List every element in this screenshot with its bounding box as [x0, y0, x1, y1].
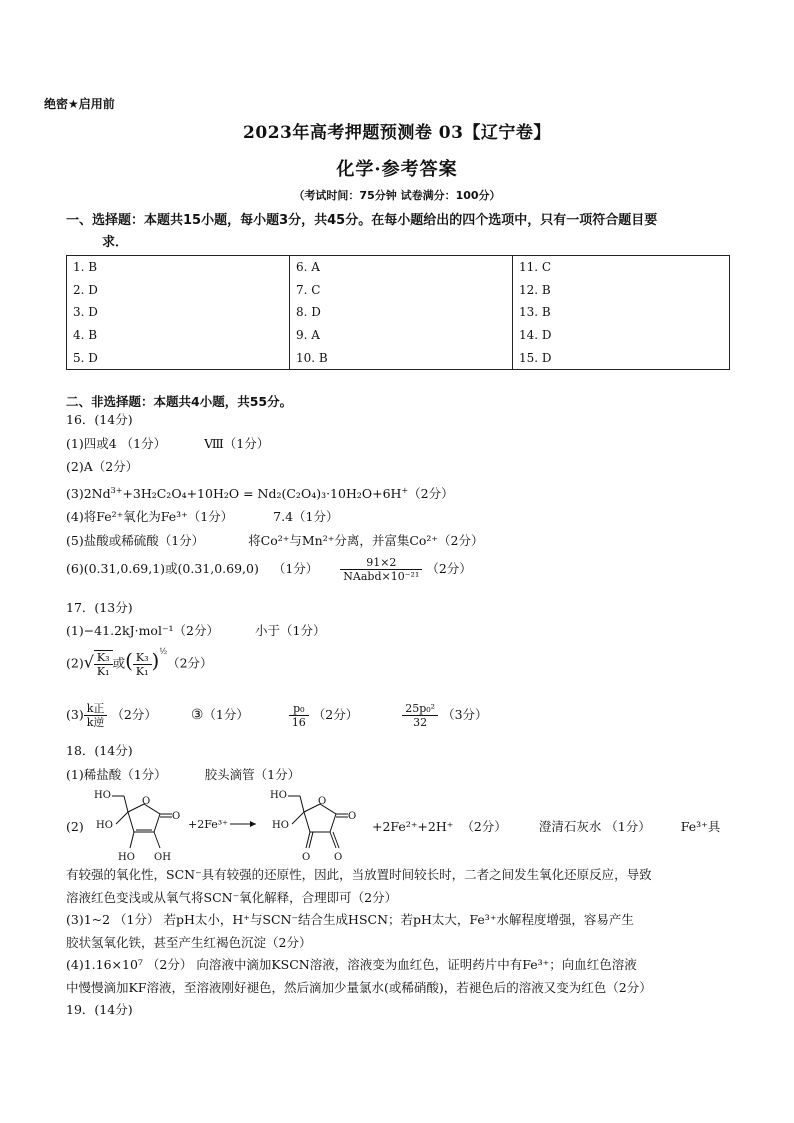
reactant-oh-right: OH: [154, 852, 171, 863]
q16-p3-prefix: (3)2Nd: [66, 486, 111, 502]
q17-p3-kp: [402, 702, 438, 729]
q17-p3-curve: ③: [190, 707, 204, 723]
page-subtitle: 化学·参考答案: [336, 159, 458, 180]
q16-p1-group: Ⅷ（1分）: [204, 436, 270, 451]
q18-part1: [66, 766, 300, 784]
q17-p3-f2-den: 16: [291, 716, 306, 729]
answer-cell: 4. B: [67, 324, 290, 347]
answer-cell: 7. C: [290, 279, 513, 302]
answer-cell: 9. A: [290, 324, 513, 347]
answer-cell: 12. B: [513, 279, 730, 302]
q17-p3-pressure: [289, 702, 309, 729]
q16-part4: [66, 508, 339, 526]
q17-part3: [66, 702, 488, 729]
q18-p2-product-ions: +2Fe²⁺+2H⁺: [372, 819, 454, 834]
q17-heading: 17．(13分): [66, 600, 133, 615]
q17-p2-or: 或: [112, 655, 126, 671]
q18-part2-explanation: [66, 864, 730, 1022]
q17-p3-ratio: [84, 702, 108, 729]
q16-p6-denominator: NAabd×10⁻²¹: [343, 570, 420, 583]
answer-cell: 15. D: [513, 346, 730, 369]
q17-p2-paren-fraction: [133, 651, 152, 678]
q17-p1-enthalpy: (1)−41.2kJ·mol⁻¹（2分）: [66, 623, 220, 638]
answer-cell: 1. B: [67, 256, 290, 279]
q17-p3-f2-num: p₀: [289, 702, 309, 716]
q18-p2-products: [372, 818, 720, 836]
q16-p5-answer: (5)盐酸或稀硫酸（1分）: [66, 533, 205, 548]
q16-p6-numerator: 91×2: [340, 556, 422, 570]
q18-p3-text2: 胶状氢氧化铁，甚至产生红褐色沉淀（2分）: [66, 934, 312, 950]
q18-p4-text1: (4)1.16×10⁷ （2分） 向溶液中滴加KSCN溶液，溶液变为血红色，证明药片中有Fe³⁺；向血红色溶液: [66, 957, 637, 972]
q17-p3-score3: （2分）: [312, 707, 359, 722]
q17-p2-exponent: ½: [159, 647, 168, 657]
q17-p2-prefix: (2): [66, 655, 84, 671]
q18-p2-score: （2分）: [461, 819, 507, 834]
q17-p3-num: k正: [84, 702, 108, 716]
answer-row: [67, 279, 730, 302]
q17-p2-sqrt-fraction: [94, 650, 113, 678]
product-ho-side: HO: [272, 820, 289, 831]
q17-part2: (2)√ $\frac{\text{K₃}}{\text{K₁}}$ 或( $\frac{\text{K₃}}{\text{K₁}}$ )$^{\frac{1}{2}}$（2分）: [66, 647, 213, 678]
reactant-ho-top: HO: [94, 790, 111, 801]
answer-row: [67, 256, 730, 279]
section1-heading-line1: 一、选择题：本题共15小题，每小题3分，共45分。在每小题给出的四个选项中，只有一项符合题目要: [66, 213, 658, 228]
q16-p4-ph: 7.4（1分）: [273, 509, 339, 524]
answer-cell: 6. A: [290, 256, 513, 279]
q16-p6-score1: （1分）: [272, 561, 319, 576]
q17-p2-num: K₃: [94, 651, 113, 665]
answer-cell: 14. D: [513, 324, 730, 347]
answer-cell: 10. B: [290, 346, 513, 369]
q18-p2-text2: 溶液红色变浅或从氧气将SCN⁻氧化解释，合理即可（2分）: [66, 889, 398, 905]
answer-row: [67, 346, 730, 369]
q17-p2-num2: K₃: [133, 651, 152, 665]
q16-p3-equation: +3H₂C₂O₄+10H₂O = Nd₂(C₂O₄)₃·10H₂O+6H: [122, 486, 402, 502]
q17-p3-score2: （1分）: [203, 707, 249, 722]
q18-p3-text1: (3)1~2 （1分） 若pH太小，H⁺与SCN⁻结合生成HSCN；若pH太大，Fe³⁺水解程度增强，容易产生: [66, 912, 634, 927]
q19-heading: 19．(14分): [66, 1002, 133, 1017]
q16-part3: $(3)2Nd^{3+}+3H_2C_2O_4+10H_2O = Nd_2(C_2O_4)_3\cdot 10H_2O+6H^+(2$分）: [66, 486, 454, 502]
q16-part5: [66, 532, 483, 550]
section1-heading-line2: 求．: [102, 235, 129, 250]
q16-p4-answer: (4)将Fe²⁺氧化为Fe³⁺（1分）: [66, 509, 234, 524]
q17-p3-den: k逆: [86, 716, 105, 729]
product-o-left: O: [302, 852, 311, 863]
exam-time-info: （考试时间：75分钟 试卷满分：100分）: [293, 189, 501, 202]
q16-p6-density-fraction: [340, 556, 422, 583]
q18-p1-instrument: 胶头滴管（1分）: [204, 767, 301, 782]
answer-cell: 5. D: [67, 346, 290, 369]
answer-cell: 13. B: [513, 301, 730, 324]
q18-p2-fe3-start: Fe³⁺具: [680, 819, 721, 834]
q16-p6-coords: (6)(0.31,0.69,1)或(0.31,0.69,0): [66, 561, 259, 576]
reactant-ring-o: O: [142, 796, 151, 807]
q16-p6-score2: （2分）: [426, 561, 472, 576]
reactant-carbonyl-o: O: [172, 811, 181, 822]
answer-table: [66, 255, 730, 370]
q17-p3-score4: （3分）: [442, 707, 488, 722]
q18-p2-prefix: (2): [66, 819, 84, 834]
answer-cell: 2. D: [67, 279, 290, 302]
reactant-oh-left: HO: [118, 852, 135, 863]
q16-part6: [66, 556, 472, 583]
q16-p5-purpose: 将Co²⁺与Mn²⁺分离，并富集Co²⁺（2分）: [248, 533, 484, 548]
q16-heading: 16．(14分): [66, 412, 133, 427]
q18-heading: 18．(14分): [66, 743, 133, 758]
q17-p2-score: （2分）: [167, 655, 213, 671]
q17-p2-den2: K₁: [135, 664, 149, 678]
q17-p3-f3-num: 25p₀²: [402, 702, 438, 716]
q17-p3-f3-den: 32: [413, 716, 428, 729]
vitamin-c-reaction-diagram: [88, 784, 408, 868]
q17-part1: [66, 622, 325, 640]
product-ring-o: O: [318, 796, 327, 807]
confidential-label: 绝密★启用前: [44, 97, 115, 111]
q17-p1-compare: 小于（1分）: [255, 623, 326, 638]
q18-p2-text1: 有较强的氧化性，SCN⁻具有较强的还原性，因此，当放置时间较长时，二者之间发生氧化还原反应，导致: [66, 867, 652, 882]
page-title: 2023年高考押题预测卷 03【辽宁卷】: [243, 123, 551, 143]
q16-p1-answer: (1)四或4 （1分）: [66, 436, 167, 451]
product-carbonyl-o: O: [348, 811, 357, 822]
q18-p4-text2: 中慢慢滴加KF溶液，至溶液刚好褪色，然后滴加少量氯水(或稀硝酸)，若褪色后的溶液又变为红色（2分）: [66, 979, 652, 995]
q17-p2-den: K₁: [96, 665, 110, 678]
reactant-ho-side: HO: [96, 820, 113, 831]
section2-heading: 二、非选择题：本题共4小题，共55分。: [66, 394, 293, 409]
q17-p3-prefix: (3): [66, 707, 84, 722]
q16-p3-score: （2分）: [408, 486, 454, 502]
reactant-fe3: +2Fe³⁺: [188, 818, 228, 831]
answer-cell: 8. D: [290, 301, 513, 324]
answer-row: [67, 324, 730, 347]
q18-p2-limewater: 澄清石灰水 （1分）: [538, 819, 651, 834]
q18-p1-reagent: (1)稀盐酸（1分）: [66, 767, 167, 782]
answer-cell: 3. D: [67, 301, 290, 324]
q16-part2: (2)A（2分）: [66, 459, 139, 474]
product-o-right: O: [334, 852, 343, 863]
section1-heading: [66, 210, 736, 254]
answer-cell: 11. C: [513, 256, 730, 279]
q16-part1: [66, 435, 269, 453]
q17-p3-score1: （2分）: [111, 707, 157, 722]
product-ho-top: HO: [270, 790, 287, 801]
answer-row: [67, 301, 730, 324]
